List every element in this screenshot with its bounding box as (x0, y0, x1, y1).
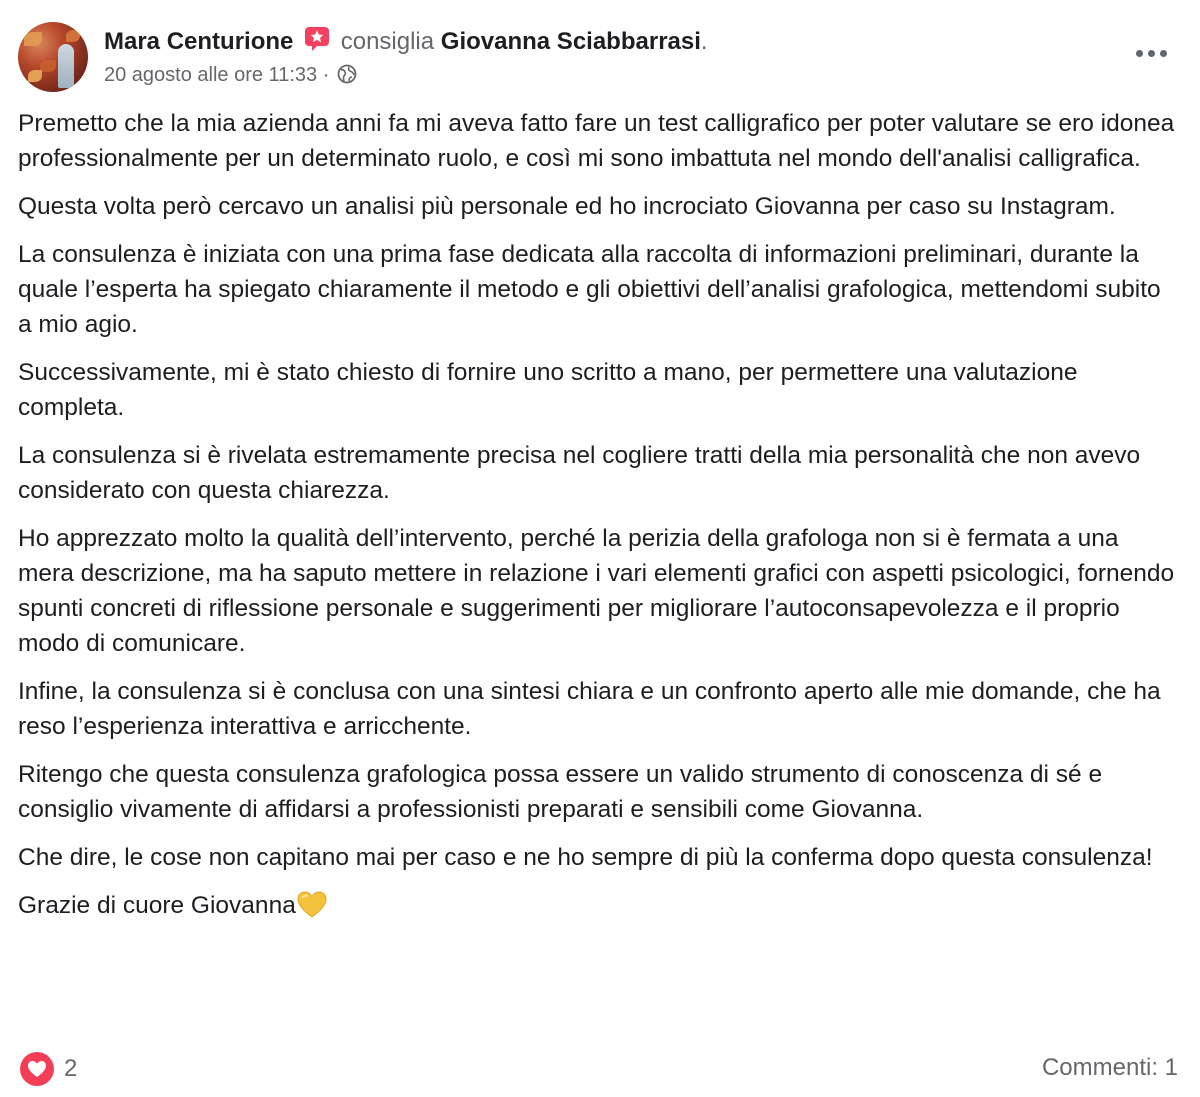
avatar-leaf (24, 32, 42, 46)
avatar-leaf (28, 70, 42, 82)
avatar-leaf (66, 30, 80, 42)
post-paragraph: Questa volta però cercavo un analisi più personale ed ho incrociato Giovanna per caso su Instagram. (18, 193, 1116, 220)
post-header (18, 20, 1182, 94)
post-footer (18, 1050, 1178, 1088)
avatar-leaf (40, 60, 56, 72)
post-paragraph: Ritengo che questa consulenza grafologica possa essere un valido strumento di conoscenza di sé e consiglio vivamente di affidarsi a professionisti preparati e sensibili come Giovanna. (18, 761, 1103, 823)
avatar-figure (58, 44, 74, 88)
comments-count-link[interactable]: Commenti: 1 (1041, 1054, 1178, 1081)
post-paragraph: La consulenza è iniziata con una prima fase dedicata alla raccolta di informazioni preliminari, durante la quale l’esperta ha spiegato chiaramente il metodo e gli obiettivi dell’analisi grafologica, mettendomi subito a mio agio. (18, 241, 1161, 338)
love-reaction-icon (20, 1052, 54, 1086)
closing-text: Grazie di cuore Giovanna (18, 892, 296, 919)
post-meta (104, 62, 357, 88)
post-body (18, 106, 1178, 936)
post-date[interactable]: 20 agosto alle ore 11:33 (104, 64, 318, 86)
post-paragraph: Infine, la consulenza si è conclusa con una sintesi chiara e un confronto aperto alle mie domande, che ha reso l’esperienza interattiva e arricchente. (18, 678, 1161, 740)
author-name[interactable]: Mara Centurione (104, 28, 294, 55)
yellow-heart-icon (297, 891, 327, 919)
post-paragraph: Successivamente, mi è stato chiesto di fornire uno scritto a mano, per permettere una valutazione completa. (18, 359, 1078, 421)
recommended-page-name[interactable]: Giovanna Sciabbarrasi (440, 28, 701, 55)
reaction-count: 2 (64, 1055, 78, 1082)
author-line (104, 26, 708, 57)
reactions-summary[interactable] (20, 1052, 77, 1086)
post-paragraph: Che dire, le cose non capitano mai per caso e ne ho sempre di più la conferma dopo questa consulenza! (18, 844, 1153, 871)
post-closing (18, 888, 1178, 923)
globe-icon[interactable] (337, 64, 357, 84)
more-dot (1148, 50, 1155, 57)
more-dot (1160, 50, 1167, 57)
post-paragraph: La consulenza si è rivelata estremamente precisa nel cogliere tratti della mia personalità che non avevo considerato con questa chiarezza. (18, 442, 1141, 504)
avatar[interactable] (18, 22, 88, 92)
more-options-icon[interactable] (1136, 42, 1172, 62)
post-paragraph: Premetto che la mia azienda anni fa mi aveva fatto fare un test calligrafico per poter valutare se ero idonea professionalmente per un determinato ruolo, e così mi sono imbattuta nel mondo dell'analisi calligrafica. (18, 110, 1175, 172)
meta-separator: · (322, 64, 330, 86)
recommend-verb: consiglia (340, 28, 435, 55)
recommend-star-icon (304, 26, 330, 52)
target-suffix: . (700, 28, 708, 55)
post-paragraph: Ho apprezzato molto la qualità dell’intervento, perché la perizia della grafologa non si è fermata a una mera descrizione, ma ha saputo mettere in relazione i vari elementi grafici con aspetti psicologici, fornendo spunti concreti di riflessione personale e suggerimenti per migliorare l’autoconsapevolezza e il proprio modo di comunicare. (18, 525, 1175, 657)
more-dot (1136, 50, 1143, 57)
